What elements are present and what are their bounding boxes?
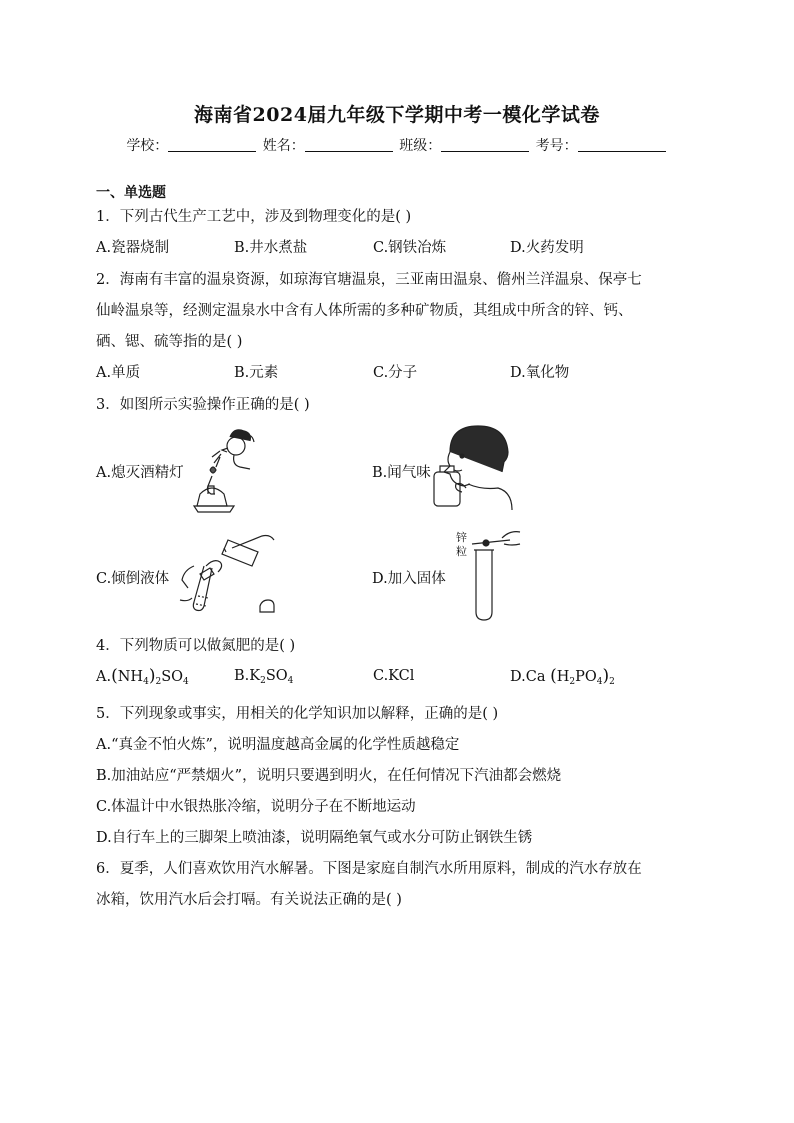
q5-option-c[interactable]: C.体温计中水银热胀冷缩，说明分子在不断地运动 — [96, 799, 416, 815]
school-label: 学校： — [126, 138, 169, 154]
smelling-gas-illustration — [428, 422, 514, 510]
q4-stem: 4．下列物质可以做氮肥的是( ) — [96, 638, 296, 654]
q3-option-b[interactable]: B.闻气味 — [372, 465, 431, 481]
q4-a-so: SO — [161, 669, 184, 685]
zinc-label-2: 粒 — [456, 545, 467, 558]
paren-icon: ( — [550, 666, 557, 686]
section-heading: 一、单选题 — [96, 185, 166, 201]
q2-option-d[interactable]: D.氧化物 — [510, 365, 570, 381]
q4-a-sub2: 2 — [155, 677, 162, 687]
page-title: 海南省2024届九年级下学期中考一模化学试卷 — [194, 104, 600, 126]
name-blank[interactable] — [305, 137, 393, 152]
paren-icon: ) — [602, 666, 610, 686]
paren-icon: ) — [148, 666, 156, 686]
q6-stem-line2: 冰箱，饮用汽水后会打嗝。有关说法正确的是( ) — [96, 892, 402, 908]
q4-d-sub1: 2 — [569, 677, 576, 687]
q5-stem: 5．下列现象或事实，用相关的化学知识加以解释，正确的是( ) — [96, 706, 499, 722]
q4-a-sub3: 4 — [183, 677, 189, 687]
school-blank[interactable] — [168, 137, 256, 152]
q4-option-d[interactable] — [510, 666, 615, 687]
q4-d-h: H — [556, 669, 570, 685]
adding-solid-illustration — [462, 528, 522, 622]
q1-option-a[interactable]: A.瓷器烧制 — [96, 240, 170, 256]
q4-d-sub3: 2 — [609, 677, 615, 687]
q1-stem: 1．下列古代生产工艺中，涉及到物理变化的是( ) — [96, 209, 412, 225]
class-label: 班级： — [399, 138, 442, 154]
q4-option-c[interactable]: C.KCl — [373, 668, 415, 684]
q4-b-sub1: 2 — [260, 676, 266, 686]
q2-option-b[interactable]: B.元素 — [234, 365, 279, 381]
q2-option-a[interactable]: A.单质 — [96, 365, 141, 381]
q4-b-sub2: 4 — [287, 676, 294, 686]
q1-option-d[interactable]: D.火药发明 — [510, 240, 584, 256]
q3-option-d[interactable]: D.加入固体 — [372, 571, 446, 587]
number-label: 考号： — [535, 138, 578, 154]
number-blank[interactable] — [578, 137, 666, 152]
q4-d-po: PO — [575, 669, 597, 685]
q1-option-b[interactable]: B.井水煮盐 — [234, 240, 308, 256]
paren-icon: ( — [111, 666, 118, 686]
q2-stem-line2: 仙岭温泉等，经测定温泉水中含有人体所需的多种矿物质，其组成中所含的锌、钙、 — [96, 303, 633, 319]
name-label: 姓名： — [262, 138, 305, 154]
q3-option-a[interactable]: A.熄灭酒精灯 — [96, 465, 184, 481]
q2-stem-line3: 硒、锶、硫等指的是( ) — [96, 334, 243, 350]
q4-d-sub2: 4 — [596, 677, 603, 687]
q4-a-nh: NH — [117, 669, 144, 685]
q5-option-a[interactable]: A.“真金不怕火炼”，说明温度越高金属的化学性质越稳定 — [96, 737, 460, 753]
alcohol-lamp-blowing-illustration — [190, 424, 260, 516]
q5-option-d[interactable]: D.自行车上的三脚架上喷油漆，说明隔绝氧气或水分可防止钢铁生锈 — [96, 830, 533, 846]
q4-b-so: SO — [265, 668, 288, 684]
pouring-liquid-illustration — [176, 526, 276, 620]
zinc-label-1: 锌 — [456, 531, 467, 544]
q3-option-c[interactable]: C.倾倒液体 — [96, 571, 170, 587]
q4-b-k: K — [249, 668, 261, 684]
q4-b-letter: B. — [234, 668, 250, 684]
q4-option-a[interactable] — [96, 666, 189, 687]
q1-option-c[interactable]: C.钢铁冶炼 — [373, 240, 447, 256]
q3-stem: 3．如图所示实验操作正确的是( ) — [96, 397, 310, 413]
student-info-row — [0, 135, 794, 155]
q6-stem-line1: 6．夏季，人们喜欢饮用汽水解暑。下图是家庭自制汽水所用原料，制成的汽水存放在 — [96, 861, 642, 877]
class-blank[interactable] — [441, 137, 529, 152]
q2-stem-line1: 2．海南有丰富的温泉资源，如琼海官塘温泉，三亚南田温泉、儋州兰洋温泉、保亭七 — [96, 272, 642, 288]
q5-option-b[interactable]: B.加油站应“严禁烟火”，说明只要遇到明火，在任何情况下汽油都会燃烧 — [96, 768, 562, 784]
q2-option-c[interactable]: C.分子 — [373, 365, 418, 381]
q4-a-letter: A. — [96, 669, 112, 685]
q4-d-ca: Ca — [525, 669, 546, 685]
q4-d-letter: D. — [510, 669, 526, 685]
q4-a-sub1: 4 — [143, 677, 149, 687]
q4-option-b[interactable] — [234, 668, 293, 686]
